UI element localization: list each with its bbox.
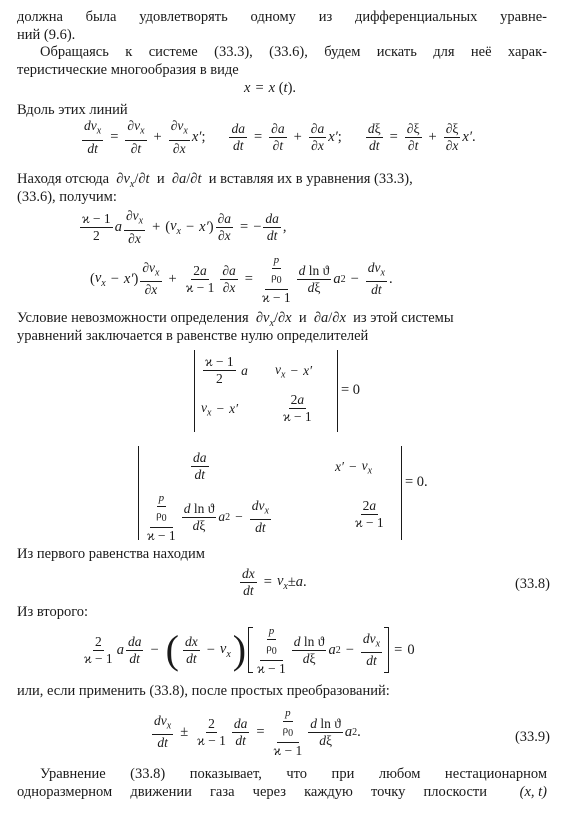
equation-characteristic: x = x ( t ).	[244, 80, 297, 96]
equation-system-1: $\frac{ϰ - 1}{2}$ a $\frac{\partial v_x}{\partial x}$ + ( $v_x$ − x′ ) $\frac{\partial a}{\partial x}$ = − $\frac{da}{dt}$ ,	[82, 208, 287, 246]
equation-second: $\frac{2}{ϰ - 1}$ a $\frac{da}{dt}$ − ( $\frac{dx}{dt}$ − $v_x$ ) $\frac{\frac{p}{\rho_0}}{ϰ - 1}$ $\frac{\text{d ln ϑ}}{d\xi}$ a 2 − $\frac{dv_x}{dt}$ = 0	[84, 625, 415, 677]
text-fragment: (x, t)	[519, 784, 547, 800]
det2-cell-11: $\frac{da}{dt}$	[193, 450, 207, 482]
determinant-2	[138, 446, 402, 544]
text-line-10: Из первого равенства находим	[17, 546, 205, 562]
text-line-3: Обращаясь к системе (33.3), (33.6), будем искать для неё харак-	[40, 44, 547, 60]
text-fragment: одноразмерном движении газа через каждую точку плоскости	[17, 784, 487, 800]
determinant-2-zero: = 0.	[405, 474, 428, 490]
equation-number-33-9: (33.9)	[514, 729, 550, 745]
text-fragment: и	[156, 171, 165, 187]
equation-33-9: $\frac{dv_x}{dt}$ ± $\frac{2}{ϰ - 1}$ $\frac{da}{dt}$ = $\frac{\frac{p}{\rho_0}}{ϰ - 1}$ $\frac{\text{d ln ϑ}}{d\xi}$ a 2 .	[154, 707, 361, 759]
text-line-6: Находя отсюда $\partial v_x/\partial t$ и ∂a/∂t и вставляя их в уравнения (33.3),	[17, 171, 413, 190]
equation-system-2: ( $v_x$ − x′ ) $\frac{\partial v_x}{\partial x}$ + $\frac{2a}{ϰ - 1}$ $\frac{\partial a}{\partial x}$ = $\frac{\frac{p}{\rho_0}}{ϰ - 1}$ $\frac{\text{d ln ϑ}}{d\xi}$ a 2 − $\frac{dv_x}{dt}$ .	[90, 254, 393, 306]
text-line-12: или, если применить (33.8), после простых преобразований:	[17, 683, 390, 699]
text-fragment: и вставляя их в уравнения (33.3),	[208, 171, 413, 187]
det2-cell-12: x′ − $v_x$	[335, 458, 373, 477]
text-fragment: Находя отсюда	[17, 171, 110, 187]
equation-33-8: $\frac{dx}{dt}$ = $v_x$ ± a .	[242, 566, 307, 598]
text-line-5: Вдоль этих линий	[17, 102, 128, 118]
det1-cell-22: $\frac{2a}{ϰ - 1}$	[283, 392, 312, 424]
determinant-1-zero: = 0	[341, 382, 361, 398]
determinant-1	[194, 350, 338, 432]
det2-cell-21: $\frac{\frac{p}{\rho_0}}{ϰ - 1}$ $\frac{\text{d ln ϑ}}{d\xi}$ a 2 − $\frac{dv_x}{dt}$	[147, 492, 269, 544]
det1-cell-21: $v_x$ − x′	[201, 400, 239, 419]
text-fragment: и	[298, 310, 307, 326]
text-line-14	[17, 783, 547, 801]
det2-cell-22: $\frac{2a}{ϰ - 1}$	[355, 498, 384, 530]
text-line-8: Условие невозможности определения $\partial v_x/\partial x$ и ∂a/∂x из этой системы	[17, 310, 454, 329]
text-line-2: ний (9.6).	[17, 27, 76, 43]
text-line-4: теристические многообразия в виде	[17, 62, 239, 78]
text-fragment: из этой системы	[353, 310, 454, 326]
text-line-9: уравнений заключается в равенстве нулю определителей	[17, 328, 369, 344]
text-line-11: Из второго:	[17, 604, 89, 620]
equation-number-33-8: (33.8)	[514, 576, 550, 592]
det1-cell-11: $\frac{ϰ - 1}{2}$ a	[205, 354, 248, 386]
text-fragment: Условие невозможности определения	[17, 310, 249, 326]
text-line-1: должна была удовлетворять одному из дифференциальных уравне-	[17, 9, 547, 25]
equation-derivatives: $\frac{dv_x}{dt}$ = $\frac{\partial v_x}{\partial t}$ + $\frac{\partial v_x}{\partial x}$ x′ ; $\frac{da}{dt}$ = $\frac{\partial a}{\partial t}$ + $\frac{\partial a}{\partial x}$ x′ ; $\frac{d\xi}{dt}$ = $\frac{\partial\xi}{\partial t}$ + $\frac{\partial\xi}{\partial x}$ x′ .	[84, 118, 476, 156]
text-line-13: Уравнение (33.8) показывает, что при любом нестационарном	[40, 766, 547, 782]
text-line-7: (33.6), получим:	[17, 189, 117, 205]
det1-cell-12: $v_x$ − x′	[275, 362, 313, 381]
